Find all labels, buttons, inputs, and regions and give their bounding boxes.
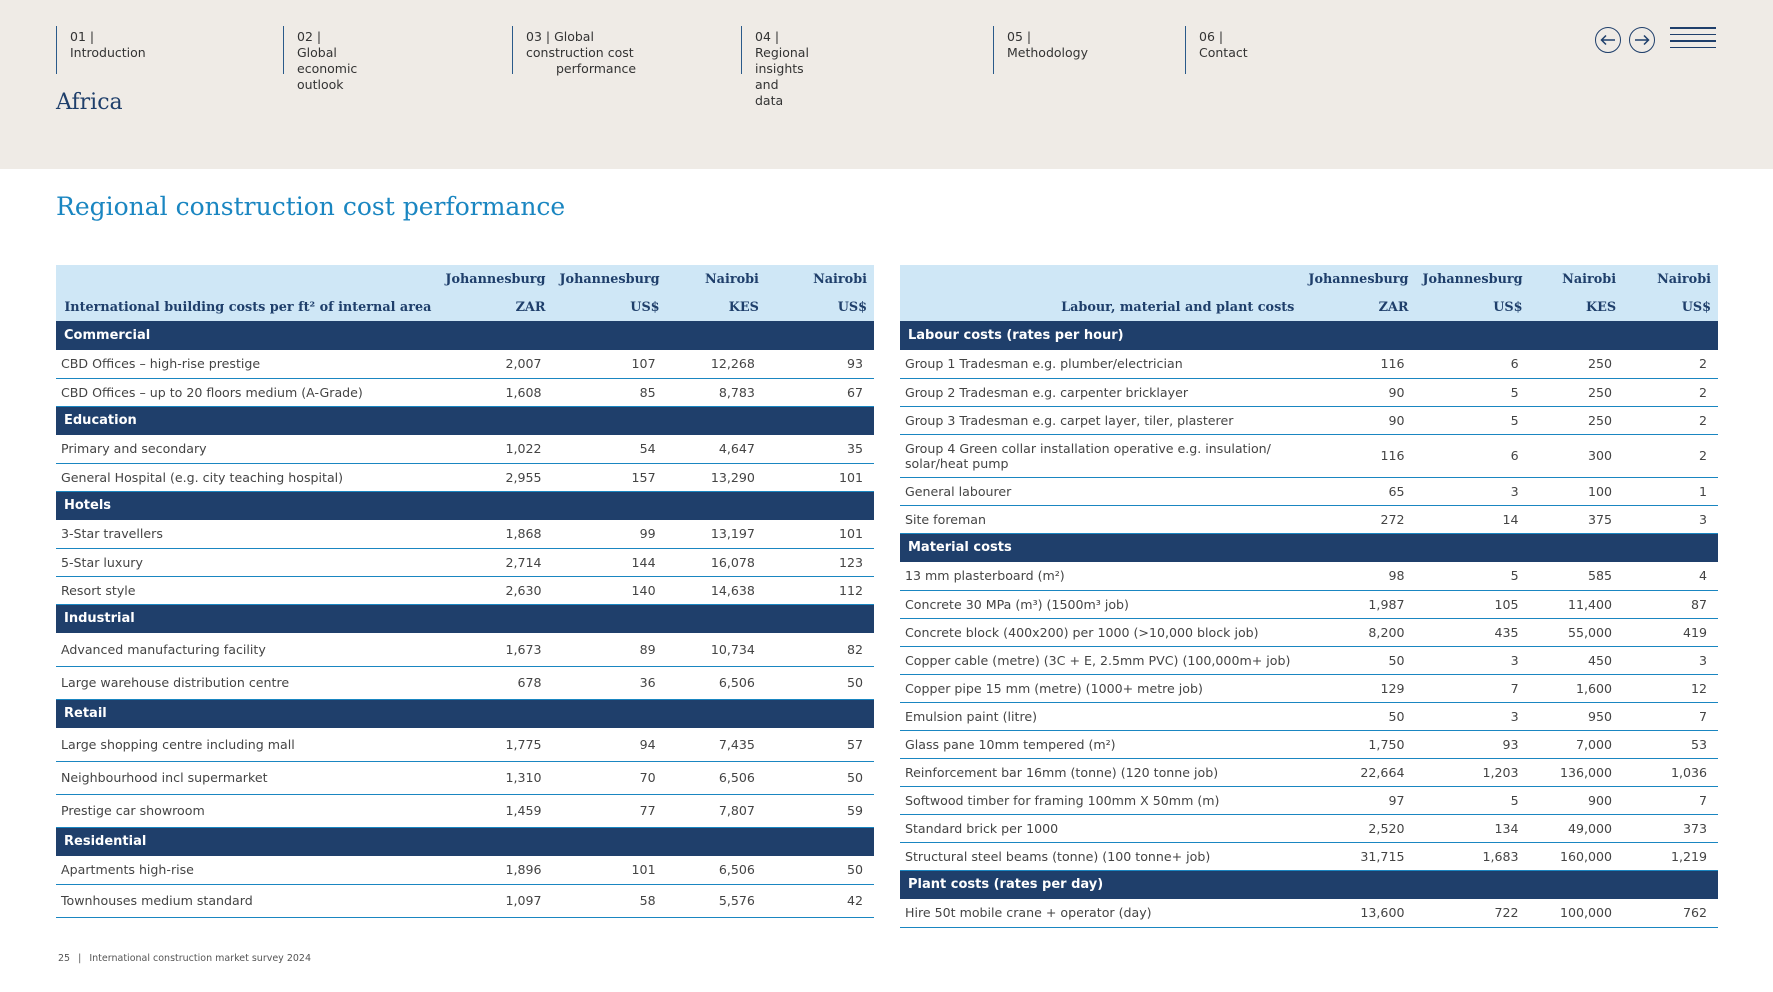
table-row: [900, 406, 1718, 434]
table-row: [900, 842, 1718, 870]
row-value: 2,955: [438, 463, 552, 491]
table-row: [56, 350, 874, 378]
row-value: 136,000: [1530, 758, 1624, 786]
row-value: 65: [1301, 477, 1415, 505]
table-row: [56, 761, 874, 794]
row-value: 13,197: [667, 520, 766, 548]
row-label: Glass pane 10mm tempered (m²): [900, 730, 1301, 758]
row-value: 722: [1415, 899, 1529, 927]
table-row: [900, 814, 1718, 842]
hamburger-menu-icon[interactable]: [1670, 27, 1716, 49]
row-value: 93: [766, 350, 874, 378]
row-label: Standard brick per 1000: [900, 814, 1301, 842]
row-value: 112: [766, 576, 874, 604]
row-value: 160,000: [1530, 842, 1624, 870]
table-row: [900, 758, 1718, 786]
category-label: Commercial: [56, 321, 874, 350]
row-label: Group 4 Green collar installation operative e.g. insulation/ solar/heat pump: [900, 434, 1301, 477]
row-value: 2,520: [1301, 814, 1415, 842]
row-value: 11,400: [1530, 590, 1624, 618]
page-arrows: [1595, 27, 1655, 53]
row-value: 3: [1623, 646, 1718, 674]
table-row: [900, 899, 1718, 927]
row-label: Primary and secondary: [56, 435, 438, 463]
row-value: 36: [553, 666, 667, 699]
row-label: 5-Star luxury: [56, 548, 438, 576]
header-city: Nairobi: [1623, 265, 1718, 293]
row-label: Group 1 Tradesman e.g. plumber/electrician: [900, 350, 1301, 378]
row-label: Emulsion paint (litre): [900, 702, 1301, 730]
row-value: 5: [1415, 406, 1529, 434]
table-row: [900, 618, 1718, 646]
header-currency: US$: [1623, 293, 1718, 321]
row-label: Townhouses medium standard: [56, 884, 438, 917]
row-value: 2: [1623, 350, 1718, 378]
row-value: 97: [1301, 786, 1415, 814]
row-value: 419: [1623, 618, 1718, 646]
row-value: 116: [1301, 434, 1415, 477]
row-label: Group 3 Tradesman e.g. carpet layer, tiler, plasterer: [900, 406, 1301, 434]
row-value: 99: [553, 520, 667, 548]
table-header-label: International building costs per ft² of internal area: [56, 293, 438, 321]
row-value: 762: [1623, 899, 1718, 927]
row-value: 375: [1530, 505, 1624, 533]
row-value: 1,683: [1415, 842, 1529, 870]
row-value: 144: [553, 548, 667, 576]
row-value: 3: [1623, 505, 1718, 533]
arrow-left-icon[interactable]: [1595, 27, 1621, 53]
row-value: 10,734: [667, 633, 766, 666]
page-header: [0, 0, 1773, 169]
row-value: 1,036: [1623, 758, 1718, 786]
row-label: CBD Offices – up to 20 floors medium (A-Grade): [56, 378, 438, 406]
row-value: 101: [553, 856, 667, 884]
row-label: Concrete block (400x200) per 1000 (>10,000 block job): [900, 618, 1301, 646]
table-row: [900, 477, 1718, 505]
row-value: 950: [1530, 702, 1624, 730]
row-value: 35: [766, 435, 874, 463]
row-value: 7: [1415, 674, 1529, 702]
table-row: [900, 730, 1718, 758]
header-city: Johannesburg: [553, 265, 667, 293]
nav-item-introduction[interactable]: [56, 26, 146, 74]
labour-material-plant-table: [900, 265, 1718, 928]
row-value: 50: [1301, 646, 1415, 674]
row-value: 13,290: [667, 463, 766, 491]
row-value: 585: [1530, 562, 1624, 590]
row-value: 1,896: [438, 856, 552, 884]
row-value: 678: [438, 666, 552, 699]
table-row: [900, 674, 1718, 702]
category-row: [900, 321, 1718, 350]
table-row: [900, 434, 1718, 477]
row-label: Large shopping centre including mall: [56, 728, 438, 761]
row-label: General labourer: [900, 477, 1301, 505]
nav-label: 06 | Contact: [1199, 29, 1248, 60]
table-row: [56, 884, 874, 917]
row-value: 1,600: [1530, 674, 1624, 702]
row-value: 59: [766, 794, 874, 827]
category-label: Education: [56, 406, 874, 435]
row-value: 53: [1623, 730, 1718, 758]
row-value: 1,097: [438, 884, 552, 917]
nav-label: 04 | Regional insights and data: [755, 29, 809, 108]
nav-item-regional-insights[interactable]: [741, 26, 809, 108]
row-value: 101: [766, 463, 874, 491]
header-blank: [900, 265, 1301, 293]
row-value: 1,673: [438, 633, 552, 666]
row-value: 105: [1415, 590, 1529, 618]
category-row: [56, 321, 874, 350]
row-value: 49,000: [1530, 814, 1624, 842]
row-value: 1,310: [438, 761, 552, 794]
category-label: Material costs: [900, 533, 1718, 562]
row-value: 94: [553, 728, 667, 761]
row-value: 6,506: [667, 856, 766, 884]
row-value: 90: [1301, 378, 1415, 406]
table-row: [56, 548, 874, 576]
row-value: 435: [1415, 618, 1529, 646]
category-label: Industrial: [56, 604, 874, 633]
category-label: Labour costs (rates per hour): [900, 321, 1718, 350]
nav-label-line2: performance: [556, 61, 637, 76]
row-value: 5: [1415, 562, 1529, 590]
row-value: 7,435: [667, 728, 766, 761]
row-value: 123: [766, 548, 874, 576]
row-value: 1,775: [438, 728, 552, 761]
table-row: [56, 463, 874, 491]
nav-item-methodology[interactable]: [993, 26, 1088, 74]
row-value: 87: [1623, 590, 1718, 618]
row-value: 55,000: [1530, 618, 1624, 646]
row-label: Prestige car showroom: [56, 794, 438, 827]
page-title: Africa: [56, 90, 123, 115]
publication-title: International construction market survey 2024: [89, 953, 312, 964]
row-label: Copper cable (metre) (3C + E, 2.5mm PVC) (100,000m+ job): [900, 646, 1301, 674]
row-value: 450: [1530, 646, 1624, 674]
row-label: Apartments high-rise: [56, 856, 438, 884]
row-value: 107: [553, 350, 667, 378]
row-value: 129: [1301, 674, 1415, 702]
table-row: [56, 576, 874, 604]
row-value: 300: [1530, 434, 1624, 477]
row-value: 116: [1301, 350, 1415, 378]
header-city: Nairobi: [1530, 265, 1624, 293]
row-label: Hire 50t mobile crane + operator (day): [900, 899, 1301, 927]
row-value: 77: [553, 794, 667, 827]
row-value: 2: [1623, 378, 1718, 406]
category-label: Residential: [56, 827, 874, 856]
row-value: 90: [1301, 406, 1415, 434]
table-row: [900, 505, 1718, 533]
table-row: [56, 728, 874, 761]
table-row: [900, 646, 1718, 674]
header-currency: US$: [553, 293, 667, 321]
row-value: 6: [1415, 434, 1529, 477]
row-value: 1,608: [438, 378, 552, 406]
row-value: 58: [553, 884, 667, 917]
nav-label: 02 | Global economic outlook: [297, 29, 358, 92]
row-value: 14,638: [667, 576, 766, 604]
row-value: 1,203: [1415, 758, 1529, 786]
row-value: 2: [1623, 434, 1718, 477]
table-row: [900, 786, 1718, 814]
header-currency: KES: [1530, 293, 1624, 321]
row-value: 1,868: [438, 520, 552, 548]
category-label: Hotels: [56, 491, 874, 520]
table-row: [900, 378, 1718, 406]
row-value: 7,807: [667, 794, 766, 827]
header-currency: US$: [766, 293, 874, 321]
row-value: 16,078: [667, 548, 766, 576]
row-value: 57: [766, 728, 874, 761]
page-footer: [58, 953, 311, 964]
category-row: [56, 406, 874, 435]
row-value: 13,600: [1301, 899, 1415, 927]
category-row: [56, 604, 874, 633]
row-value: 100: [1530, 477, 1624, 505]
row-label: 13 mm plasterboard (m²): [900, 562, 1301, 590]
header-city: Johannesburg: [438, 265, 552, 293]
page-number: 25: [58, 953, 71, 964]
nav-item-global-economic-outlook[interactable]: [283, 26, 358, 92]
row-value: 2: [1623, 406, 1718, 434]
row-value: 1,459: [438, 794, 552, 827]
row-value: 98: [1301, 562, 1415, 590]
category-label: Retail: [56, 699, 874, 728]
row-label: General Hospital (e.g. city teaching hospital): [56, 463, 438, 491]
row-value: 50: [766, 856, 874, 884]
building-costs-body: [56, 321, 874, 917]
row-value: 82: [766, 633, 874, 666]
table-header-label: Labour, material and plant costs: [900, 293, 1301, 321]
row-value: 7: [1623, 786, 1718, 814]
row-label: Copper pipe 15 mm (metre) (1000+ metre job): [900, 674, 1301, 702]
row-value: 2,714: [438, 548, 552, 576]
row-value: 1,750: [1301, 730, 1415, 758]
nav-item-global-construction-cost[interactable]: [512, 26, 646, 74]
category-row: [56, 491, 874, 520]
category-row: [900, 533, 1718, 562]
row-value: 134: [1415, 814, 1529, 842]
row-value: 4,647: [667, 435, 766, 463]
row-value: 54: [553, 435, 667, 463]
row-label: Advanced manufacturing facility: [56, 633, 438, 666]
row-value: 85: [553, 378, 667, 406]
category-label: Plant costs (rates per day): [900, 870, 1718, 899]
row-label: Resort style: [56, 576, 438, 604]
row-value: 3: [1415, 646, 1529, 674]
row-label: 3-Star travellers: [56, 520, 438, 548]
row-value: 12,268: [667, 350, 766, 378]
row-value: 67: [766, 378, 874, 406]
row-label: Softwood timber for framing 100mm X 50mm (m): [900, 786, 1301, 814]
row-value: 8,200: [1301, 618, 1415, 646]
row-value: 6,506: [667, 666, 766, 699]
header-currency: KES: [667, 293, 766, 321]
row-value: 7,000: [1530, 730, 1624, 758]
arrow-right-icon[interactable]: [1629, 27, 1655, 53]
category-row: [900, 870, 1718, 899]
table-row: [56, 378, 874, 406]
row-label: Group 2 Tradesman e.g. carpenter bricklayer: [900, 378, 1301, 406]
row-value: 1,987: [1301, 590, 1415, 618]
table-row: [56, 666, 874, 699]
row-value: 157: [553, 463, 667, 491]
row-value: 31,715: [1301, 842, 1415, 870]
row-value: 101: [766, 520, 874, 548]
row-value: 6: [1415, 350, 1529, 378]
table-row: [56, 794, 874, 827]
category-row: [56, 699, 874, 728]
row-label: Site foreman: [900, 505, 1301, 533]
row-value: 5,576: [667, 884, 766, 917]
row-value: 5: [1415, 786, 1529, 814]
row-value: 4: [1623, 562, 1718, 590]
row-value: 250: [1530, 378, 1624, 406]
header-city: Nairobi: [667, 265, 766, 293]
row-label: Neighbourhood incl supermarket: [56, 761, 438, 794]
row-value: 140: [553, 576, 667, 604]
row-value: 1,022: [438, 435, 552, 463]
nav-label: 03 | Global construction cost: [526, 29, 634, 60]
nav-label: 01 | Introduction: [70, 29, 146, 60]
section-title: Regional construction cost performance: [56, 192, 566, 221]
row-value: 22,664: [1301, 758, 1415, 786]
row-value: 70: [553, 761, 667, 794]
row-value: 3: [1415, 702, 1529, 730]
row-value: 5: [1415, 378, 1529, 406]
row-value: 8,783: [667, 378, 766, 406]
category-row: [56, 827, 874, 856]
row-value: 14: [1415, 505, 1529, 533]
table-row: [900, 562, 1718, 590]
table-row: [56, 435, 874, 463]
header-city: Nairobi: [766, 265, 874, 293]
row-value: 2,630: [438, 576, 552, 604]
row-value: 1,219: [1623, 842, 1718, 870]
header-blank: [56, 265, 438, 293]
nav-item-contact[interactable]: [1185, 26, 1248, 74]
row-value: 93: [1415, 730, 1529, 758]
row-value: 89: [553, 633, 667, 666]
header-currency: US$: [1415, 293, 1529, 321]
table-row: [56, 856, 874, 884]
row-label: Concrete 30 MPa (m³) (1500m³ job): [900, 590, 1301, 618]
row-value: 50: [766, 761, 874, 794]
table-row: [900, 702, 1718, 730]
labour-material-plant-body: [900, 321, 1718, 927]
row-value: 50: [766, 666, 874, 699]
header-currency: ZAR: [438, 293, 552, 321]
row-value: 6,506: [667, 761, 766, 794]
building-costs-table: [56, 265, 874, 918]
row-value: 7: [1623, 702, 1718, 730]
row-value: 2,007: [438, 350, 552, 378]
row-value: 12: [1623, 674, 1718, 702]
row-label: Reinforcement bar 16mm (tonne) (120 tonne job): [900, 758, 1301, 786]
table-row: [56, 633, 874, 666]
nav-label: 05 | Methodology: [1007, 29, 1088, 60]
row-label: Large warehouse distribution centre: [56, 666, 438, 699]
header-currency: ZAR: [1301, 293, 1415, 321]
header-city: Johannesburg: [1415, 265, 1529, 293]
table-row: [900, 590, 1718, 618]
table-row: [900, 350, 1718, 378]
row-value: 250: [1530, 406, 1624, 434]
row-value: 1: [1623, 477, 1718, 505]
row-value: 50: [1301, 702, 1415, 730]
row-value: 373: [1623, 814, 1718, 842]
header-city: Johannesburg: [1301, 265, 1415, 293]
row-value: 250: [1530, 350, 1624, 378]
footer-separator: |: [78, 953, 82, 964]
row-label: Structural steel beams (tonne) (100 tonne+ job): [900, 842, 1301, 870]
table-row: [56, 520, 874, 548]
row-value: 42: [766, 884, 874, 917]
row-value: 272: [1301, 505, 1415, 533]
row-value: 100,000: [1530, 899, 1624, 927]
row-label: CBD Offices – high-rise prestige: [56, 350, 438, 378]
row-value: 900: [1530, 786, 1624, 814]
row-value: 3: [1415, 477, 1529, 505]
